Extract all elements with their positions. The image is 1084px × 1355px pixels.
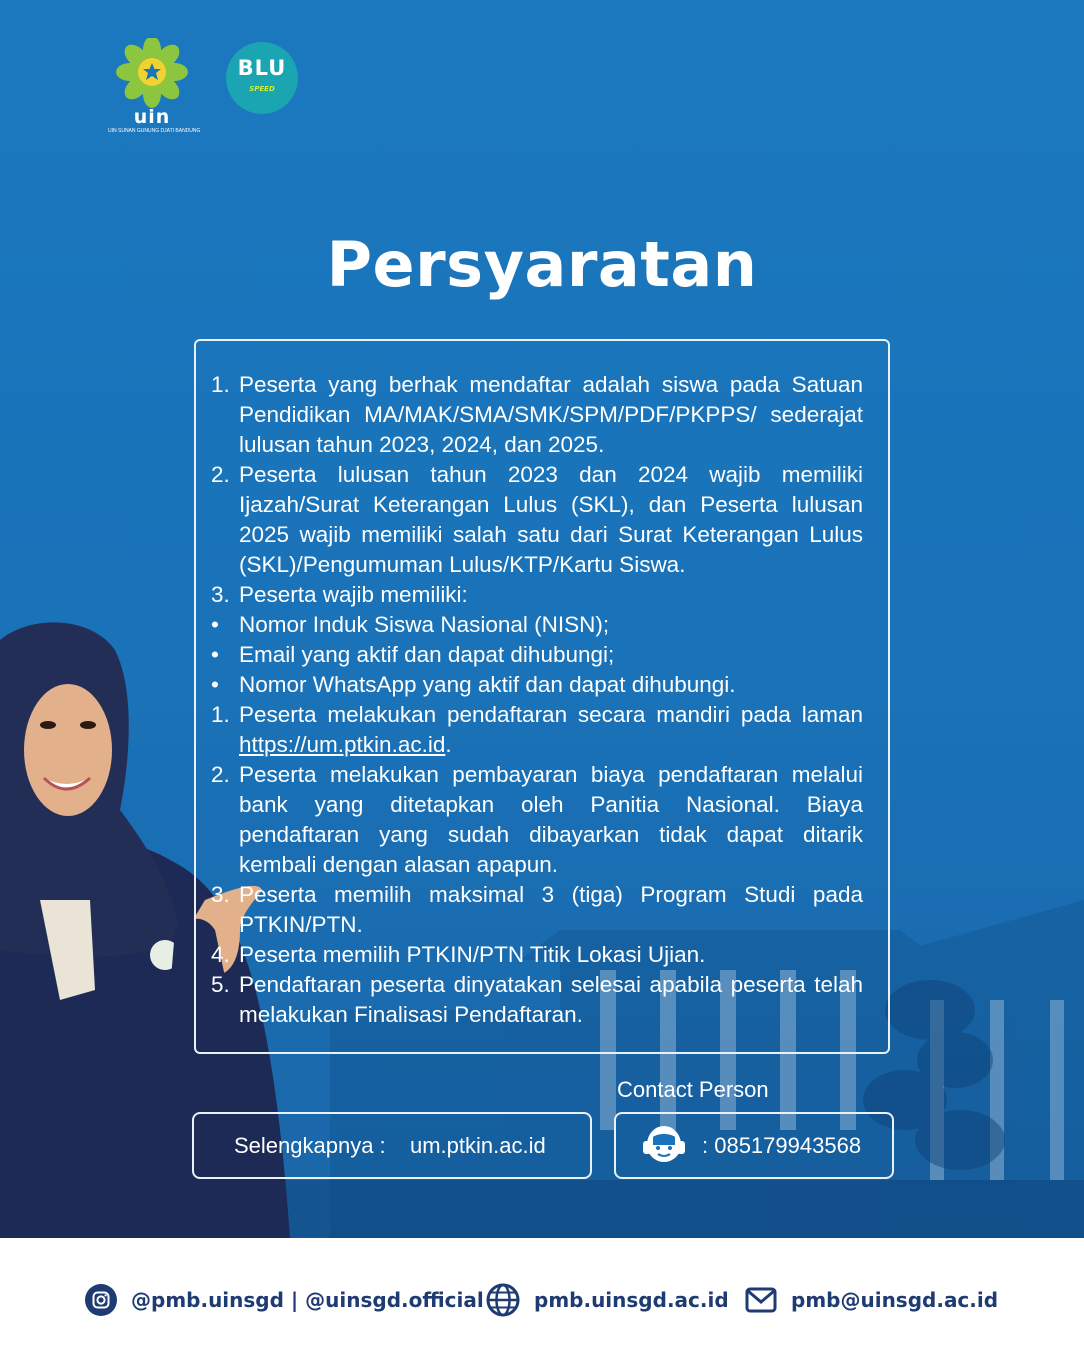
requirement-marker: • [211,642,219,667]
blu-logo [226,42,298,114]
uin-logo [108,38,201,138]
footer-social[interactable] [85,1284,484,1316]
requirement-text-end: . [445,732,452,757]
requirement-text: Peserta memilih PTKIN/PTN Titik Lokasi Ujian. [239,942,706,967]
requirement-item [211,760,863,880]
blu-logo-word: BLU [237,56,287,80]
more-info-url[interactable]: um.ptkin.ac.id [410,1133,546,1158]
footer-email[interactable] [745,1284,998,1316]
requirement-marker: 2. [211,762,230,787]
footer-website-text: pmb.uinsgd.ac.id [534,1288,729,1312]
more-info-label: Selengkapnya : [234,1133,386,1158]
requirement-marker: 3. [211,882,230,907]
requirement-marker: • [211,672,219,697]
requirement-item [211,940,863,970]
requirement-marker: 1. [211,702,230,727]
headset-icon [640,1123,688,1167]
page-title: Persyaratan [326,228,758,301]
requirement-item [211,640,863,670]
requirement-text: Pendaftaran peserta dinyatakan selesai apabila peserta telah melakukan Finalisasi Pendaftaran. [239,972,863,1027]
blu-logo-sub: SPEED [249,85,275,93]
requirement-text: Peserta yang berhak mendaftar adalah siswa pada Satuan Pendidikan MA/MAK/SMA/SMK/SPM/PDF/PKPPS/ sederajat lulusan tahun 2023, 2024, dan 2025. [239,372,863,457]
requirement-marker: 1. [211,372,230,397]
requirement-marker: 3. [211,582,230,607]
requirement-marker: • [211,612,219,637]
requirements-list [211,370,863,1030]
requirement-item [211,580,863,610]
requirement-item [211,460,863,580]
requirement-text: Email yang aktif dan dapat dihubungi; [239,642,615,667]
requirement-item [211,970,863,1030]
instagram-icon [85,1284,117,1316]
footer-social-text: @pmb.uinsgd | @uinsgd.official [131,1288,484,1312]
requirement-text: Nomor WhatsApp yang aktif dan dapat dihubungi. [239,672,736,697]
requirement-marker: 2. [211,462,230,487]
mail-icon [745,1287,777,1313]
requirement-text: Peserta wajib memiliki: [239,582,468,607]
requirement-marker: 5. [211,972,230,997]
requirement-item [211,700,863,760]
requirement-text: Peserta melakukan pendaftaran secara mandiri pada laman [239,702,863,727]
requirement-marker: 4. [211,942,230,967]
contact-phone[interactable]: : 085179943568 [702,1133,862,1158]
requirement-item [211,880,863,940]
uin-logo-word: uin [133,106,171,128]
requirement-text: Peserta lulusan tahun 2023 dan 2024 wajib memiliki Ijazah/Surat Keterangan Lulus (SKL), dan Peserta lulusan 2025 wajib memiliki salah satu dari Surat Keterangan Lulus (SKL)/Pengumuman Lulus/KTP/Kartu Siswa. [239,462,863,577]
globe-icon [486,1283,520,1317]
requirement-item [211,610,863,640]
requirement-text: Peserta melakukan pembayaran biaya pendaftaran melalui bank yang ditetapkan oleh Panitia Nasional. Biaya pendaftaran yang sudah dibayarkan tidak dapat ditarik kembali dengan alasan apapun. [239,762,863,877]
requirement-item [211,670,863,700]
contact-person-pill [614,1112,894,1179]
footer-email-text: pmb@uinsgd.ac.id [791,1288,999,1312]
footer [0,1238,1084,1355]
registration-link[interactable]: https://um.ptkin.ac.id [239,732,446,757]
uin-flower-emblem-icon [108,38,196,110]
requirement-item [211,370,863,460]
footer-website[interactable] [486,1284,729,1316]
more-info-pill [192,1112,592,1179]
requirement-text: Nomor Induk Siswa Nasional (NISN); [239,612,610,637]
uin-logo-caption: UIN SUNAN GUNUNG DJATI BANDUNG [108,128,201,134]
requirement-text: Peserta memilih maksimal 3 (tiga) Program Studi pada PTKIN/PTN. [239,882,863,937]
contact-person-label: Contact Person [617,1077,769,1102]
